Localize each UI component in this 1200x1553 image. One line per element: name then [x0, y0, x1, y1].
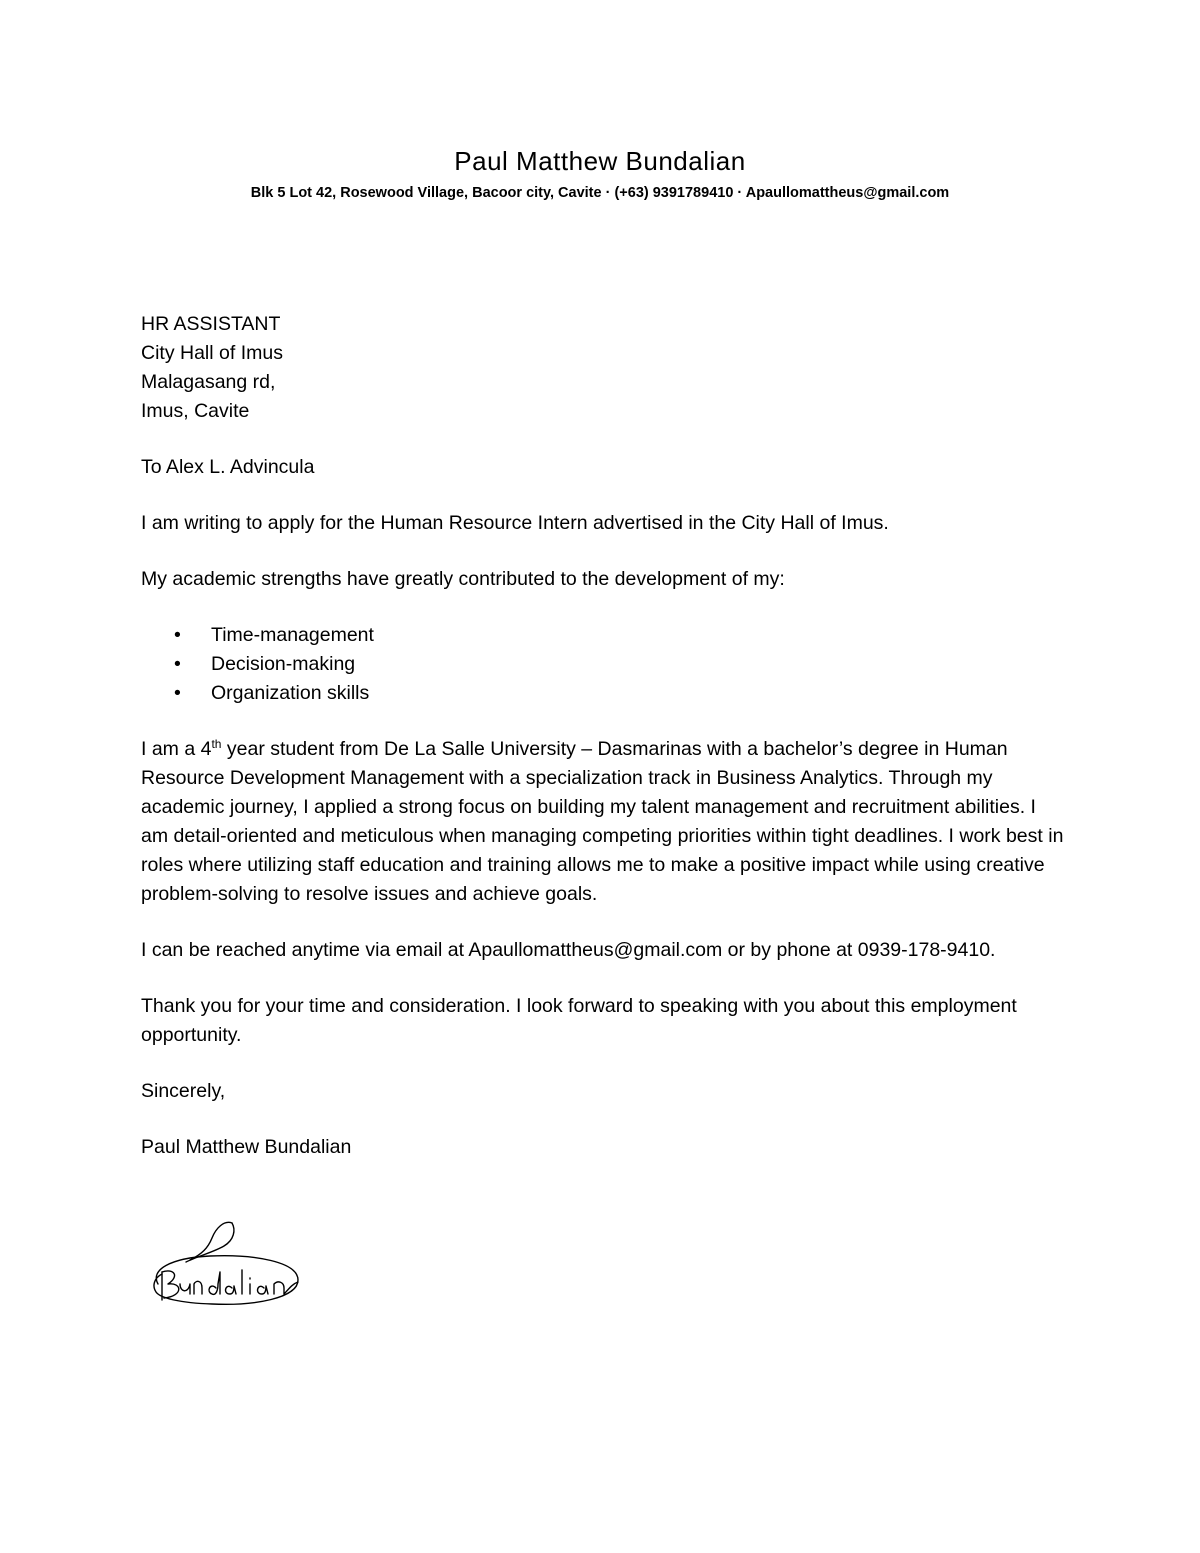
list-item: • Organization skills [141, 679, 1066, 708]
sender-name: Paul Matthew Bundalian [454, 146, 746, 176]
recipient-organization: City Hall of Imus [141, 342, 283, 364]
recipient-title: HR ASSISTANT [141, 313, 281, 335]
bullet-icon: • [174, 624, 181, 646]
about-paragraph: I am a 4th year student from De La Salle University – Dasmarinas with a bachelor’s degree in Human Resource Development Management with a specialization track in Business Analytics. Through my academic journey, I applied a strong focus on building my talent management and recruitment abilities. I am detail-oriented and meticulous when managing competing priorities within tight deadlines. I work best in roles where utilizing staff education and training allows me to make a positive impact while using creative problem-solving to resolve issues and achieve goals. [141, 737, 1064, 905]
ordinal-suffix: th [211, 737, 222, 751]
contact-paragraph: I can be reached anytime via email at Apaullomattheus@gmail.com or by phone at 0939-178-9410. [141, 939, 996, 961]
sender-contact-line: Blk 5 Lot 42, Rosewood Village, Bacoor city, Cavite · (+63) 9391789410 · Apaullomattheus@gmail.com [250, 185, 950, 201]
salutation: To Alex L. Advincula [141, 456, 315, 478]
closing: Sincerely, [141, 1080, 226, 1102]
list-item: • Decision-making [141, 650, 1066, 679]
signature-name: Paul Matthew Bundalian [141, 1136, 352, 1158]
recipient-street: Malagasang rd, [141, 371, 276, 393]
recipient-block [141, 310, 1066, 426]
bullet-icon: • [174, 653, 181, 675]
list-item: • Time-management [141, 621, 1066, 650]
recipient-city: Imus, Cavite [141, 400, 250, 422]
letter-body [141, 310, 1066, 1162]
skills-list [141, 621, 1066, 708]
thanks-paragraph: Thank you for your time and consideration. I look forward to speaking with you about this employment opportunity. [141, 995, 1017, 1046]
handwritten-signature [140, 1218, 310, 1318]
strengths-paragraph: My academic strengths have greatly contributed to the development of my: [141, 568, 785, 590]
intro-paragraph: I am writing to apply for the Human Resource Intern advertised in the City Hall of Imus. [141, 512, 889, 534]
bullet-icon: • [174, 682, 181, 704]
